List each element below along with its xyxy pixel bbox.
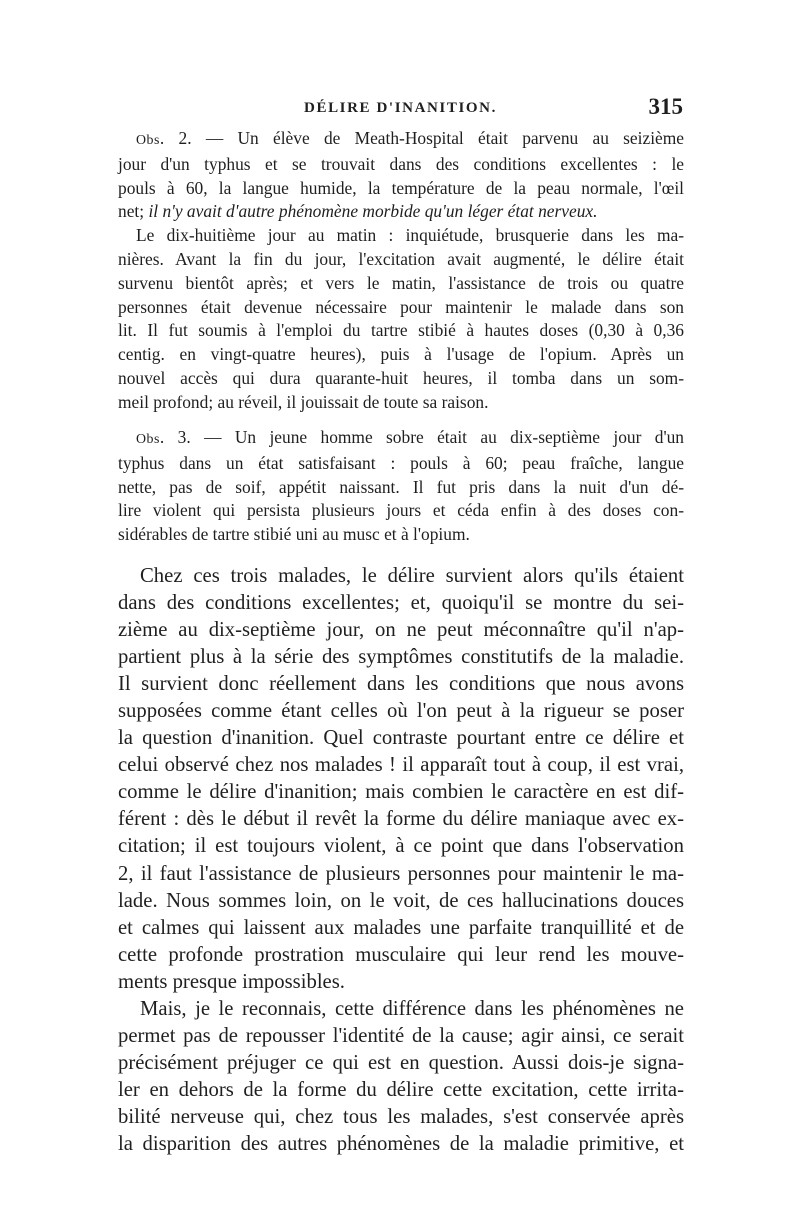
obs2-line: nières. Avant la fin du jour, l'excitation avait augmenté, le délire était (118, 248, 684, 269)
obs3-line: lire violent qui persista plusieurs jours et céda enfin à des doses con- (118, 500, 684, 521)
body-line: zième au dix-septième jour, on ne peut méconnaître qu'il n'ap- (118, 619, 684, 642)
obs2-line: centig. en vingt-quatre heures), puis à l'usage de l'opium. Après un (118, 344, 684, 365)
obs3-line: nette, pas de soif, appétit naissant. Il fut pris dans la nuit d'un dé- (118, 476, 684, 497)
obs2-line: personnes était devenue nécessaire pour maintenir le malade dans son (118, 296, 684, 317)
body-line: et calmes qui laissent aux malades une parfaite tranquillité et de (118, 916, 684, 939)
body-line: dans des conditions excellentes; et, quoiqu'il se montre du sei- (118, 592, 684, 615)
obs2-italic-note: il n'y avait d'autre phénomène morbide qu'un léger état nerveux. (148, 201, 598, 222)
body-line: lade. Nous sommes loin, on le voit, de ces hallucinations douces (118, 889, 684, 912)
obs3-label: Obs (136, 432, 160, 447)
obs2-line: pouls à 60, la langue humide, la température de la peau normale, l'œil (118, 177, 684, 198)
body-line: bilité nerveuse qui, chez tous les malades, s'est conservée après (118, 1105, 684, 1128)
obs2-line: Obs. 2. — Un élève de Meath-Hospital était parvenu au seizième (136, 128, 684, 148)
body-line: supposées comme étant celles où l'on peut à la rigueur se poser (118, 700, 684, 723)
obs2-line: meil profond; au réveil, il jouissait de toute sa raison. (118, 391, 489, 412)
obs3-line: Obs. 3. — Un jeune homme sobre était au dix-septième jour d'un (136, 427, 684, 447)
body-line: cette profonde prostration musculaire qui leur rend les mouve- (118, 943, 684, 966)
obs2-line: survenu bientôt après; et vers le matin, l'assistance de trois ou quatre (118, 272, 684, 293)
observation-2 (118, 127, 684, 415)
body-line: ments presque impossibles. (118, 970, 345, 993)
body-line: permet pas de repousser l'identité de la cause; agir ainsi, ce serait (118, 1024, 684, 1047)
body-line: Il survient donc réellement dans les conditions que nous avons (118, 673, 684, 696)
body-line: férent : dès le début il revêt la forme du délire maniaque avec ex- (118, 808, 684, 831)
page-number: 315 (648, 94, 683, 119)
body-line: Chez ces trois malades, le délire survient alors qu'ils étaient (140, 565, 684, 587)
obs2-line: lit. Il fut soumis à l'emploi du tartre stibié à hautes doses (0,30 à 0,36 (118, 320, 684, 341)
observation-3 (118, 426, 684, 547)
body-line: Mais, je le reconnais, cette différence dans les phénomènes ne (140, 997, 684, 1020)
body-line: la question d'inanition. Quel contraste pourtant entre ce délire et (118, 727, 684, 750)
chapter-title: DÉLIRE D'INANITION. (304, 100, 497, 116)
running-head (118, 94, 683, 120)
obs2-line: jour d'un typhus et se trouvait dans des conditions excellentes : le (118, 153, 684, 174)
obs2-line: Le dix-huitième jour au matin : inquiétude, brusquerie dans les ma- (136, 225, 684, 246)
obs2-line: net; il n'y avait d'autre phénomène morbide qu'un léger état nerveux. (118, 201, 598, 222)
body-line: précisément préjuger ce qui est en question. Aussi dois-je signa- (118, 1051, 684, 1074)
body-line: citation; il est toujours violent, à ce point que dans l'observation (118, 835, 684, 858)
obs2-line: nouvel accès qui dura quarante-huit heures, il tomba dans un som- (118, 367, 684, 388)
body-line: celui observé chez nos malades ! il apparaît tout à coup, il est vrai, (118, 754, 684, 777)
obs3-line: typhus dans un état satisfaisant : pouls à 60; peau fraîche, langue (118, 452, 684, 473)
body-line: comme le délire d'inanition; mais combien le caractère en est dif- (118, 781, 684, 804)
obs2-label: Obs (136, 133, 160, 148)
body-line: 2, il faut l'assistance de plusieurs personnes pour maintenir le ma- (118, 862, 684, 885)
body-line: la disparition des autres phénomènes de la maladie primitive, et (118, 1132, 684, 1155)
body-line: partient plus à la série des symptômes constitutifs de la maladie. (118, 646, 684, 669)
body-line: ler en dehors de la forme du délire cette excitation, cette irrita- (118, 1078, 684, 1101)
body-text (118, 563, 684, 1158)
obs3-line: sidérables de tartre stibié uni au musc et à l'opium. (118, 524, 470, 545)
